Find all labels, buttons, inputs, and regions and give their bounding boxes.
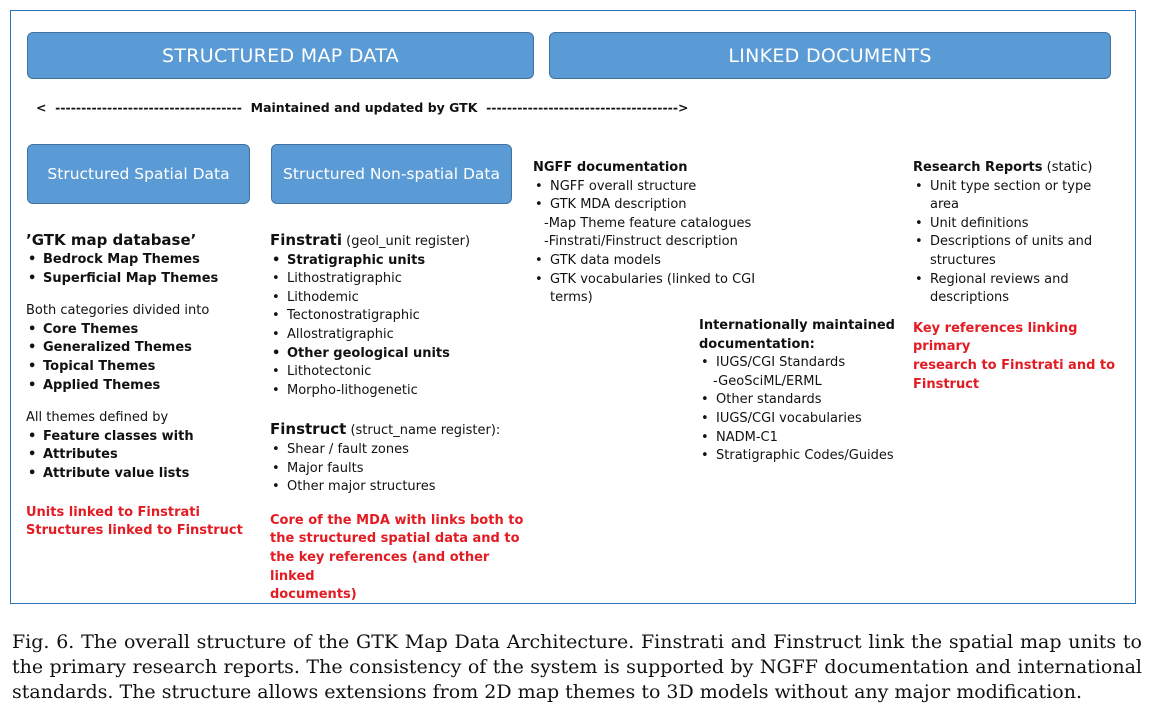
link-note: the structured spatial data and to [270, 531, 520, 547]
list-item: • GTK vocabularies (linked to CGI [533, 271, 773, 290]
list-item: • NGFF overall structure [533, 178, 773, 197]
international-title-2: documentation: [699, 336, 815, 352]
link-note: documents) [270, 587, 357, 603]
finstrati-column [270, 229, 530, 605]
list-item: • Lithostratigraphic [270, 270, 530, 289]
list-item: • Allostratigraphic [270, 326, 530, 345]
finstrati-note: (geol_unit register) [342, 234, 471, 249]
ngff-title: NGFF documentation [533, 160, 688, 175]
list-item: • Regional reviews and [913, 271, 1128, 290]
list-item-continuation: structures [930, 252, 996, 268]
list-item: • Unit definitions [913, 215, 1128, 234]
research-reports-column [913, 159, 1128, 394]
list-item: • Attributes [26, 446, 266, 465]
list-item: • Topical Themes [26, 358, 266, 377]
list-item: • Applied Themes [26, 377, 266, 396]
list-item: • IUGS/CGI Standards [699, 354, 899, 373]
list-item: • Lithodemic [270, 289, 530, 308]
figure-caption: Fig. 6. The overall structure of the GTK Map Data Architecture. Finstrati and Finstruct link the spatial map units to the primary research reports. The consistency of the system is supported by NGFF documentation and international standards. The structure allows extensions from 2D map themes to 3D models without any major modification. [12, 631, 1142, 703]
finstrati-title: Finstrati [270, 231, 342, 249]
list-item-continuation: descriptions [930, 290, 1010, 306]
link-note: the key references (and other linked [270, 549, 490, 584]
structured-nonspatial-data-box: Structured Non-spatial Data [271, 144, 512, 204]
list-item: • Morpho-lithogenetic [270, 382, 530, 401]
finstruct-note: (struct_name register): [346, 423, 501, 439]
sub-item: -Map Theme feature catalogues [544, 215, 752, 231]
list-item-continuation: area [930, 197, 959, 213]
link-note: research to Finstrati and to [913, 357, 1116, 373]
ngff-documentation-column [533, 159, 773, 308]
international-documentation-column [699, 317, 899, 466]
list-item: • Descriptions of units and [913, 233, 1128, 252]
themes-defined-intro: All themes defined by [26, 410, 169, 426]
list-item: • Other standards [699, 391, 899, 410]
list-item: • Superficial Map Themes [26, 270, 266, 289]
list-item: • Stratigraphic Codes/Guides [699, 447, 899, 466]
list-item: • GTK MDA description [533, 196, 773, 215]
list-item: • Feature classes with [26, 428, 266, 447]
finstruct-title: Finstruct [270, 420, 347, 439]
research-reports-note: (static) [1042, 160, 1093, 175]
list-item: • Tectonostratigraphic [270, 307, 530, 326]
sub-item: -Finstrati/Finstruct description [544, 234, 738, 250]
list-item: • Bedrock Map Themes [26, 251, 266, 270]
list-item: • Major faults [270, 460, 530, 479]
list-item: • Attribute value lists [26, 465, 266, 484]
categories-intro: Both categories divided into [26, 303, 210, 319]
list-item: • Other geological units [270, 345, 530, 364]
link-note: Structures linked to Finstruct [26, 523, 243, 539]
list-item: • GTK data models [533, 252, 773, 271]
link-note: Units linked to Finstrati [26, 504, 200, 520]
list-item-continuation: terms) [550, 290, 593, 306]
sub-item: -GeoSciML/ERML [713, 373, 822, 389]
list-item: • Shear / fault zones [270, 441, 530, 460]
link-note: Finstruct [913, 376, 980, 392]
list-item: • NADM-C1 [699, 429, 899, 448]
list-item: • Core Themes [26, 321, 266, 340]
list-item: • IUGS/CGI vocabularies [699, 410, 899, 429]
list-item: • Unit type section or type [913, 178, 1128, 197]
structured-spatial-data-box: Structured Spatial Data [27, 144, 250, 204]
list-item: • Other major structures [270, 478, 530, 497]
gtk-map-database-title: ’GTK map database’ [26, 231, 197, 249]
international-title: Internationally maintained [699, 318, 895, 333]
structured-map-data-header: STRUCTURED MAP DATA [27, 32, 534, 79]
list-item: • Stratigraphic units [270, 252, 530, 271]
link-note: Key references linking primary [913, 320, 1078, 355]
link-note: Core of the MDA with links both to [270, 512, 524, 528]
gtk-map-database-column [26, 229, 266, 541]
research-reports-title: Research Reports [913, 160, 1043, 175]
linked-documents-header: LINKED DOCUMENTS [549, 32, 1111, 79]
list-item: • Generalized Themes [26, 339, 266, 358]
list-item: • Lithotectonic [270, 363, 530, 382]
maintained-by-gtk-arrow: < ------------------------------------ Maintained and updated by GTK -------------------------------------> [36, 100, 689, 115]
